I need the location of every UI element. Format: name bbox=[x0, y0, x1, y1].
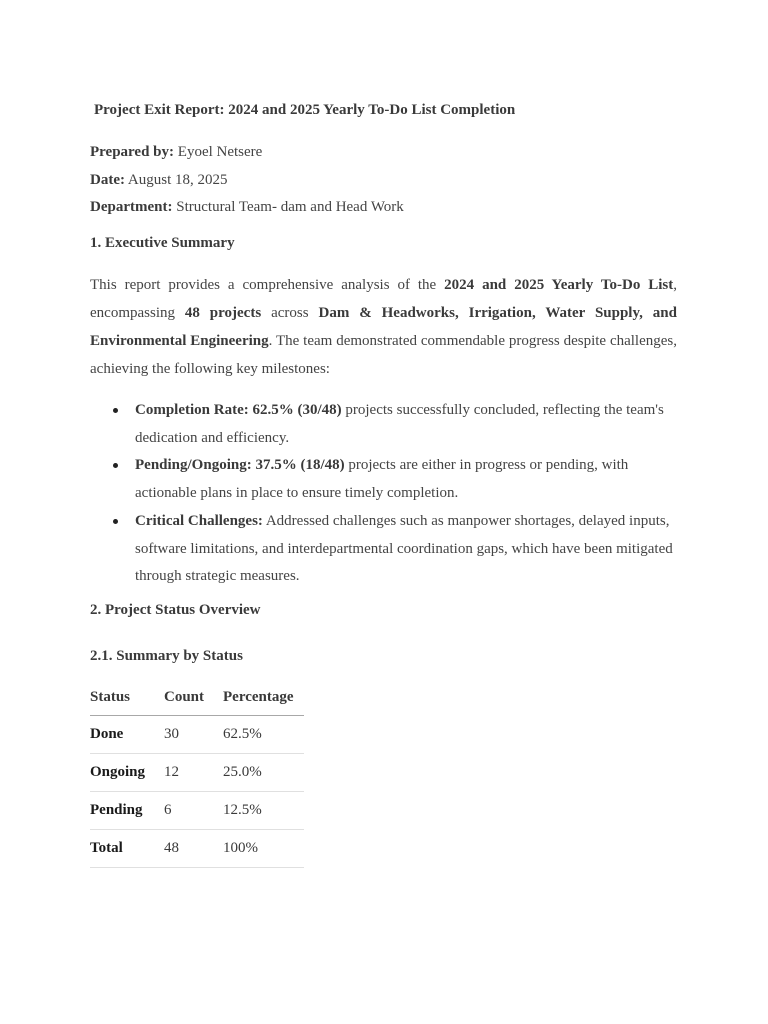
bullet-text: Addressed challenges such as manpower shortages, delayed inputs, software limitations, and interdepartmental coordination gaps, which have been mitigated through strategic measures. bbox=[135, 512, 673, 585]
bullet-text: projects are either in progress or pending, with actionable plans in place to ensure timely completion. bbox=[135, 457, 629, 502]
department-label: Department: bbox=[90, 199, 173, 215]
report-title: Project Exit Report: 2024 and 2025 Yearly To-Do List Completion bbox=[94, 102, 516, 118]
column-header-count: Count bbox=[164, 679, 223, 716]
department-value: Structural Team- dam and Head Work bbox=[176, 199, 404, 215]
bullet-label: Pending/Ongoing: 37.5% (18/48) bbox=[135, 457, 345, 474]
count-cell: 12 bbox=[164, 754, 223, 792]
bullet-label: Completion Rate: 62.5% (30/48) bbox=[135, 402, 342, 418]
count-cell: 6 bbox=[164, 792, 223, 830]
section-heading-project-status: 2. Project Status Overview bbox=[90, 602, 261, 618]
list-item bbox=[90, 397, 677, 452]
count-cell: 48 bbox=[164, 830, 223, 868]
percentage-cell: 12.5% bbox=[223, 792, 304, 830]
summary-text-f: Dam & Headworks, Irrigation, Water Supply, and Environmental Engineering bbox=[90, 305, 677, 349]
status-cell: Ongoing bbox=[90, 754, 164, 792]
milestones-list bbox=[90, 397, 677, 591]
column-header-status: Status bbox=[90, 679, 164, 716]
summary-text-c: , encompassing bbox=[90, 277, 677, 321]
percentage-cell: 62.5% bbox=[223, 716, 304, 754]
table-row-total bbox=[90, 830, 304, 868]
list-item bbox=[90, 452, 677, 507]
status-cell: Total bbox=[90, 830, 164, 868]
summary-text-b: 2024 and 2025 Yearly To-Do List bbox=[444, 277, 674, 293]
bullet-icon bbox=[113, 519, 118, 524]
bullet-icon bbox=[113, 463, 118, 468]
summary-text-e: across bbox=[271, 305, 309, 321]
table-row bbox=[90, 716, 304, 754]
date-label: Date: bbox=[90, 172, 125, 188]
percentage-cell: 100% bbox=[223, 830, 304, 868]
executive-summary-paragraph bbox=[90, 271, 677, 383]
bullet-icon bbox=[113, 408, 118, 413]
status-summary-table bbox=[90, 679, 304, 868]
section-heading-executive-summary: 1. Executive Summary bbox=[90, 235, 235, 251]
department-line bbox=[90, 199, 404, 216]
bullet-text: projects successfully concluded, reflecting the team's dedication and efficiency. bbox=[135, 402, 664, 446]
table-header-row bbox=[90, 679, 304, 716]
summary-text-d: 48 projects bbox=[184, 305, 262, 321]
column-header-percentage: Percentage bbox=[223, 679, 304, 716]
prepared-by-label: Prepared by: bbox=[90, 144, 175, 160]
count-cell: 30 bbox=[164, 716, 223, 754]
status-cell: Done bbox=[90, 716, 164, 754]
list-item bbox=[90, 508, 677, 591]
prepared-by-line bbox=[90, 144, 262, 161]
bullet-label: Critical Challenges: bbox=[135, 512, 263, 529]
percentage-cell: 25.0% bbox=[223, 754, 304, 792]
status-cell: Pending bbox=[90, 792, 164, 830]
date-line bbox=[90, 172, 228, 189]
summary-text-g: . The team demonstrated commendable progress despite challenges, achieving the following key milestones: bbox=[90, 333, 677, 377]
table-row bbox=[90, 754, 304, 792]
subsection-heading-summary-by-status: 2.1. Summary by Status bbox=[90, 648, 243, 664]
table-row bbox=[90, 792, 304, 830]
summary-text-a: This report provides a comprehensive analysis of the bbox=[90, 277, 437, 293]
prepared-by-value: Eyoel Netsere bbox=[177, 144, 263, 160]
date-value: August 18, 2025 bbox=[127, 172, 228, 188]
